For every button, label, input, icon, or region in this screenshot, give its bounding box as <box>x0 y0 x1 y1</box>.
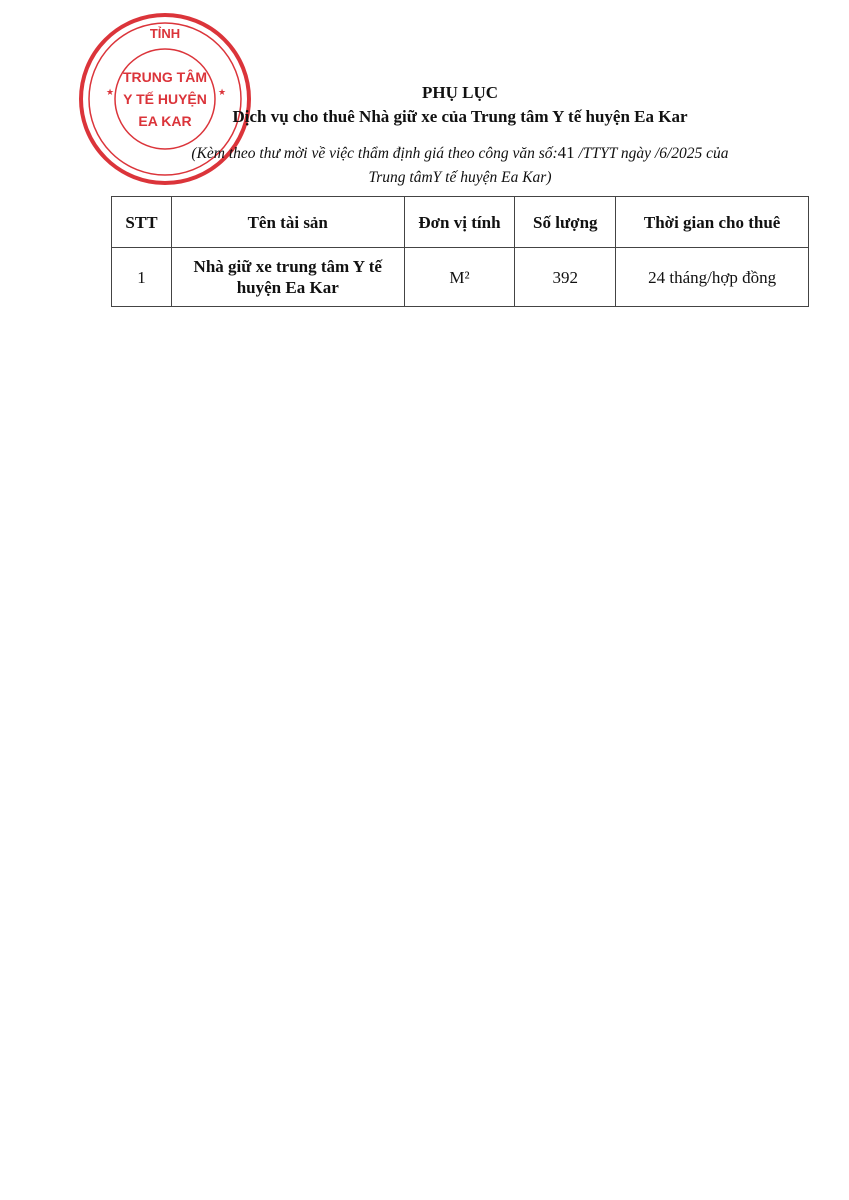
seal-top-text: TỈNH <box>149 26 181 41</box>
appendix-title: PHỤ LỤC <box>421 83 499 102</box>
svg-text:★: ★ <box>106 87 115 97</box>
svg-text:★: ★ <box>218 87 227 97</box>
table-row <box>112 248 809 307</box>
seal-line-2: Y TẾ HUYỆN <box>123 91 207 107</box>
cell-rental-duration: 24 tháng/hợp đồng <box>616 248 809 307</box>
header-rental-duration: Thời gian cho thuê <box>616 197 809 248</box>
note-prefix: (Kèm theo thư mời về việc thẩm định giá theo công văn số: <box>191 145 558 162</box>
seal-line-3: EA KAR <box>138 113 192 129</box>
document-number: 41 <box>557 143 575 162</box>
table-header-row <box>112 197 809 248</box>
cell-stt: 1 <box>112 248 172 307</box>
note-suffix: /TTYT ngày /6/2025 của <box>574 145 729 162</box>
cell-quantity: 392 <box>515 248 616 307</box>
note-line-2: Trung tâmY tế huyện Ea Kar) <box>368 169 552 186</box>
header-stt: STT <box>112 197 172 248</box>
header-quantity: Số lượng <box>515 197 616 248</box>
appendix-subtitle: Dịch vụ cho thuê Nhà giữ xe của Trung tâm Y tế huyện Ea Kar <box>232 107 688 126</box>
header-asset-name: Tên tài sản <box>171 197 404 248</box>
cell-unit: M² <box>404 248 515 307</box>
asset-table <box>111 196 809 307</box>
header-unit: Đơn vị tính <box>404 197 515 248</box>
cell-asset-name: Nhà giữ xe trung tâm Y tế huyện Ea Kar <box>171 248 404 307</box>
seal-line-1: TRUNG TÂM <box>123 69 207 85</box>
reference-note <box>110 141 810 190</box>
